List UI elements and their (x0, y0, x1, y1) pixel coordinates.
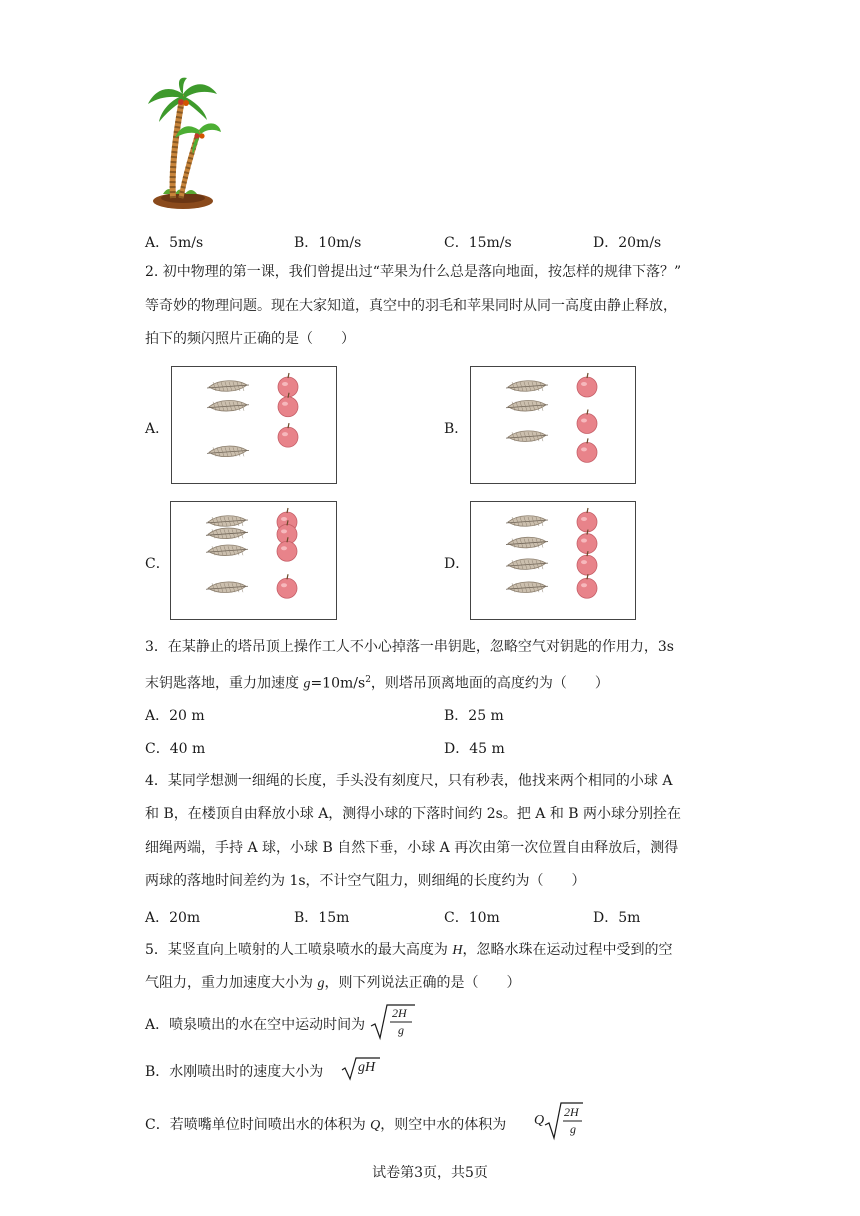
apple (278, 393, 298, 417)
apple (577, 508, 597, 532)
q4-option-d: D．5m (593, 910, 641, 926)
apple (577, 438, 597, 462)
q2-label-b: B． (444, 421, 469, 437)
feather (506, 431, 548, 442)
apple (577, 409, 597, 433)
feather (206, 528, 248, 539)
q2-panel-c (170, 501, 337, 620)
q5-option-c: C．若喷嘴单位时间喷出水的体积为 Q，则空中水的体积为 (145, 1117, 507, 1133)
q4-option-c: C．10m (444, 910, 500, 926)
palm-tree-illustration (143, 76, 223, 210)
q5-option-b-formula: gH (341, 1055, 381, 1081)
q5-option-c-formula: Q 2H g (534, 1100, 584, 1142)
feather (206, 516, 248, 527)
q2-label-a: A． (145, 421, 170, 437)
q3-option-a: A．20 m (145, 708, 205, 724)
q2-label-c: C． (145, 556, 170, 572)
q3-option-c: C．40 m (145, 741, 206, 757)
q5-option-b: B．水刚喷出时的速度大小为 (145, 1064, 324, 1080)
q4-line-1: 4．某同学想测一细绳的长度，手头没有刻度尺，只有秒表，他找来两个相同的小球 A (145, 773, 673, 789)
feather (207, 446, 249, 457)
apple (577, 530, 597, 554)
feather (206, 545, 248, 556)
apple (278, 423, 298, 447)
q1-option-b: B．10m/s (294, 235, 362, 251)
q4-line-3: 细绳两端，手持 A 球，小球 B 自然下垂，小球 A 再次由第一次位置自由释放后，测得 (145, 840, 679, 856)
apple (577, 574, 597, 598)
q4-line-4: 两球的落地时间差约为 1s，不计空气阻力，则细绳的长度约为（ ） (145, 873, 586, 889)
feather (506, 582, 548, 593)
page-footer: 试卷第3页，共5页 (372, 1165, 488, 1181)
apple (277, 574, 297, 598)
feather (506, 516, 548, 527)
q1-option-d: D．20m/s (593, 235, 662, 251)
q1-option-c: C．15m/s (444, 235, 512, 251)
q2-line-1: 2. 初中物理的第一课，我们曾提出过“苹果为什么总是落向地面，按怎样的规律下落？” (145, 264, 682, 280)
feather (206, 582, 248, 593)
q4-line-2: 和 B，在楼顶自由释放小球 A，测得小球的下落时间约 2s。把 A 和 B 两小球分别拴在 (145, 806, 682, 822)
feather (207, 381, 249, 392)
q4-option-b: B．15m (294, 910, 350, 926)
feather (506, 559, 548, 570)
feather (506, 381, 548, 392)
feather (207, 400, 249, 411)
q2-panel-b (470, 366, 636, 484)
q3-option-d: D．45 m (444, 741, 505, 757)
q3-line-2: 末钥匙落地，重力加速度 $g=10m/s^2$，则塔吊顶离地面的高度约为（ ） (145, 675, 609, 692)
q5-line-1: 5．某竖直向上喷射的人工喷泉喷水的最大高度为 H，忽略水珠在运动过程中受到的空 (145, 942, 673, 958)
q3-line-1: 3．在某静止的塔吊顶上操作工人不小心掉落一串钥匙，忽略空气对钥匙的作用力，3s (145, 639, 674, 655)
q5-line-2: 气阻力，重力加速度大小为 g，则下列说法正确的是（ ） (145, 975, 521, 991)
q5-option-a: A．喷泉喷出的水在空中运动时间为 (145, 1017, 366, 1033)
q4-option-a: A．20m (145, 910, 201, 926)
q2-panel-d (470, 501, 636, 620)
apple (577, 373, 597, 397)
q5-option-a-formula: 2H g (370, 1002, 416, 1042)
q3-option-b: B．25 m (444, 708, 504, 724)
apple (577, 551, 597, 575)
apple (278, 373, 298, 397)
feather (506, 400, 548, 411)
q2-panel-a (171, 366, 337, 484)
q2-label-d: D． (444, 556, 470, 572)
q2-line-3: 拍下的频闪照片正确的是（ ） (145, 331, 355, 347)
q2-line-2: 等奇妙的物理问题。现在大家知道，真空中的羽毛和苹果同时从同一高度由静止释放， (145, 298, 677, 314)
feather (506, 537, 548, 548)
q1-option-a: A．5m/s (145, 235, 204, 251)
